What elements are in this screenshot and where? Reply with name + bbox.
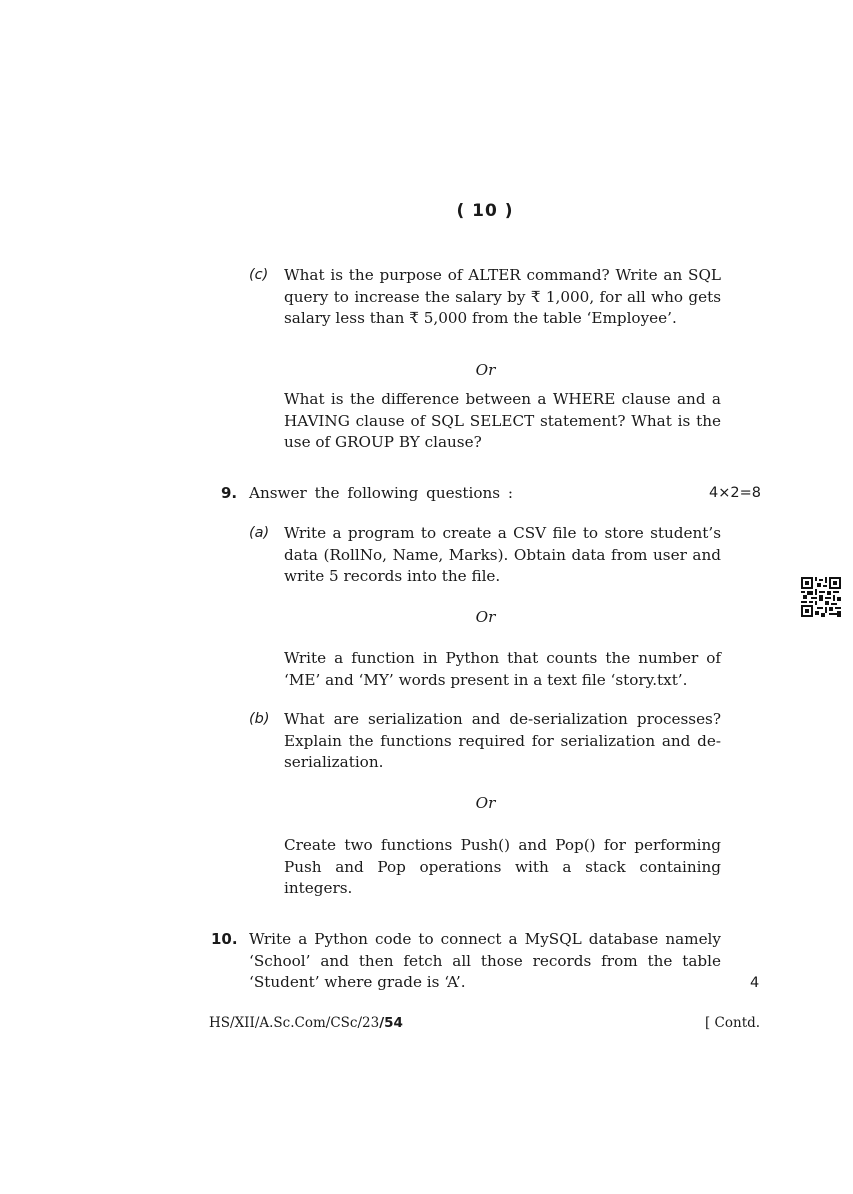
question-9a-alternative: Write a function in Python that counts the number of ‘ME’ and ‘MY’ words present in a text file ‘story.txt’. (284, 649, 721, 689)
question-9b-label: (b) (249, 711, 270, 727)
question-8c-or: Or (475, 361, 496, 379)
question-9a-text: Write a program to create a CSV file to store student’s data (RollNo, Name, Marks). Obtain data from user and write 5 records into the file. (284, 524, 721, 586)
question-9b-alternative: Create two functions Push() and Pop() for performing Push and Pop operations with a stack containing integers. (284, 836, 721, 898)
continued-note: [ Contd. (705, 1015, 761, 1031)
question-9-number: 9. (221, 484, 238, 502)
page-number: ( 10 ) (456, 201, 514, 221)
question-9a-or: Or (475, 608, 496, 626)
question-8c-alternative: What is the difference between a WHERE clause and a HAVING clause of SQL SELECT statement? What is the use of GROUP BY clause? (284, 390, 721, 452)
question-9-stem: Answer the following questions : (249, 484, 514, 502)
question-9a-label: (a) (249, 525, 270, 541)
question-8c-text: What is the purpose of ALTER command? Write an SQL query to increase the salary by ₹ 1,000, for all who gets salary less than ₹ 5,000 from the table ‘Employee’. (284, 266, 721, 328)
question-10-number: 10. (211, 930, 238, 948)
paper-code-suffix: /54 (379, 1015, 403, 1031)
paper-code (209, 1014, 403, 1032)
question-9-marks: 4×2=8 (709, 485, 761, 501)
qr-code-icon (801, 577, 841, 617)
question-9b-text: What are serialization and de-serialization processes? Explain the functions required for serialization and de-serialization. (284, 710, 721, 772)
question-8c-label: (c) (249, 267, 269, 283)
paper-code-text: HS/XII/A.Sc.Com/CSc/23 (209, 1015, 380, 1031)
question-10-marks: 4 (750, 975, 760, 991)
question-9b-or: Or (475, 794, 496, 812)
question-10-text: Write a Python code to connect a MySQL database namely ‘School’ and then fetch all those records from the table ‘Student’ where grade is ‘A’. (249, 930, 721, 992)
